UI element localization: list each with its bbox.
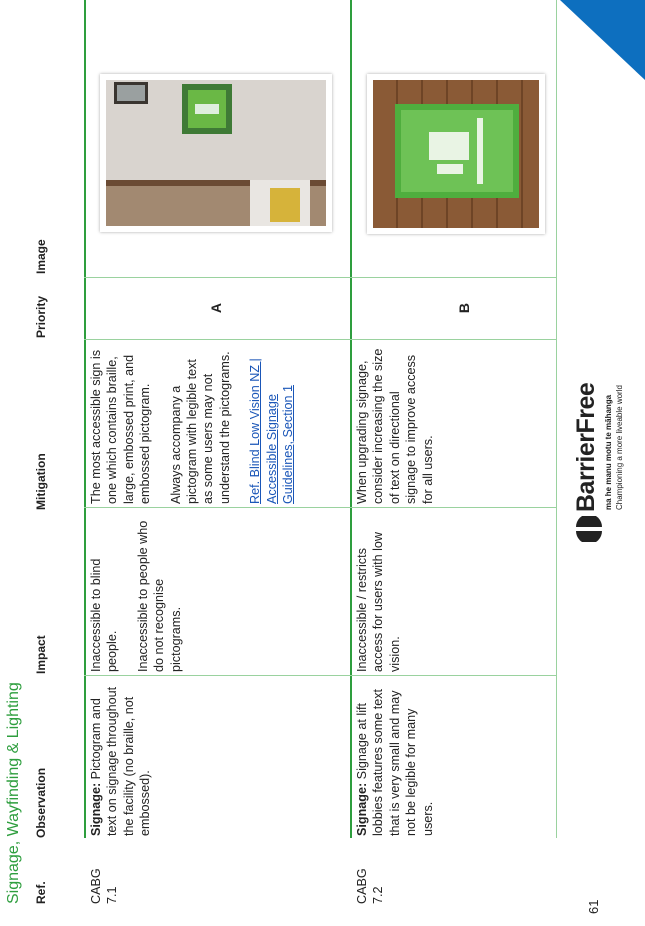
row1-priority: A [208, 302, 224, 314]
corner-decoration [560, 0, 645, 80]
row2-impact-p1: Inaccessible / restricts access for users with low vision. [355, 532, 402, 672]
header-mitigation: Mitigation [34, 453, 48, 510]
title-part1: Signage, [5, 836, 22, 904]
table-bottom-border [556, 0, 557, 838]
row1-observation-label: Signage: [89, 782, 103, 836]
header-priority: Priority [34, 295, 48, 338]
row1-ref [88, 864, 121, 904]
col-divider-2 [84, 507, 556, 508]
title-part2: Wayfinding & Lighting [5, 682, 22, 837]
row2-impact [354, 516, 417, 672]
row2-observation [354, 684, 436, 836]
row2-observation-text: Signage at lift lobbies features some text that is very small and may not be legible for many users. [355, 688, 435, 836]
row1-impact-p1: Inaccessible to blind people. [89, 558, 120, 672]
row2-priority: B [456, 302, 472, 314]
header-impact: Impact [34, 635, 48, 674]
header-observation: Observation [34, 767, 48, 838]
row2-mitigation [354, 346, 450, 504]
row1-mitigation-p2: Always accompany a pictogram with legible text as some users may not understand the pictograms. [168, 351, 232, 504]
row1-top-border [84, 0, 86, 838]
page-number: 61 [586, 899, 601, 914]
row1-impact-p2: Inaccessible to people who do not recognise pictograms. [135, 520, 183, 672]
logo-tagline-2: Championing a more liveable world [615, 385, 624, 510]
col-divider-3 [84, 339, 556, 340]
row1-mitigation-p1: The most accessible sign is one which contains braille, large, embossed print, and embossed pictogram. [89, 350, 153, 504]
col-divider-4 [84, 277, 556, 278]
row2-photo [367, 74, 545, 234]
header-image: Image [34, 239, 48, 274]
row2-ref [354, 864, 387, 904]
barrierfree-logo [570, 314, 640, 544]
row1-observation-text: Pictogram and text on signage throughout the facility (no braille, not embossed). [89, 686, 153, 836]
row2-observation-label: Signage: [355, 782, 369, 836]
row2-top-border [350, 0, 352, 838]
row2-ref-text: CABG 7.2 [355, 868, 386, 904]
row1-reference-link[interactable]: Ref. Blind Low Vision NZ | Accessible Signage Guidelines, Section 1 [248, 358, 296, 504]
row1-ref-text: CABG 7.1 [89, 868, 120, 904]
header-ref: Ref. [34, 881, 48, 904]
row2-mitigation-p1: When upgrading signage, consider increasing the size of text on directional signage to improve access for all users. [355, 348, 435, 504]
row1-photo [100, 74, 332, 232]
row1-impact [88, 516, 198, 672]
row1-mitigation [88, 346, 296, 504]
col-divider-1 [84, 675, 556, 676]
row1-observation [88, 684, 154, 836]
logo-tagline-1: ma he manu motu te māhanga [604, 394, 613, 510]
logo-mark-icon [574, 516, 604, 542]
logo-brand: BarrierFree [572, 382, 600, 512]
page-title [5, 682, 23, 904]
